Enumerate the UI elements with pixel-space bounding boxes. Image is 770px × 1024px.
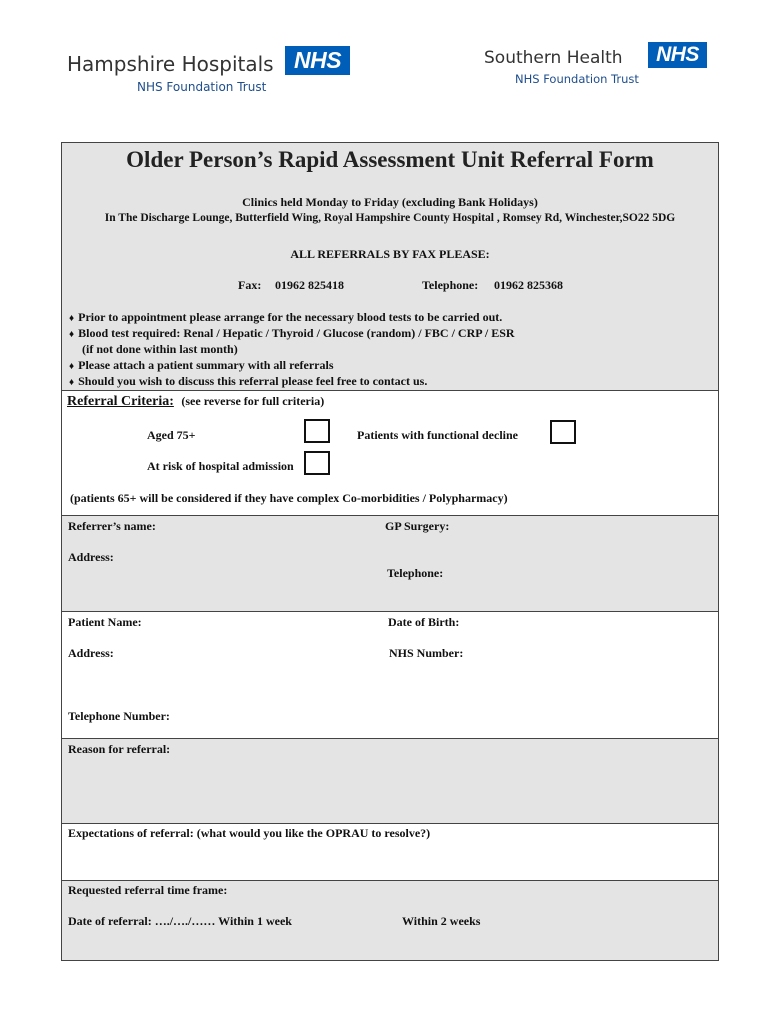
diamond-bullet-icon: ♦ [69, 329, 75, 340]
criteria-heading-label: Referral Criteria: [67, 394, 174, 409]
aged-75-checkbox[interactable] [304, 419, 330, 443]
patient-section [62, 612, 718, 738]
southern-logo-subtitle: NHS Foundation Trust [515, 72, 639, 86]
expectations-label: Expectations of referral: (what would you like the OPRAU to resolve?) [68, 826, 431, 840]
fax-number: 01962 825418 [275, 278, 344, 292]
date-of-birth-label: Date of Birth: [388, 615, 460, 629]
functional-decline-label: Patients with functional decline [357, 428, 518, 442]
fax-label: Fax: [238, 278, 262, 292]
nhs-number-label: NHS Number: [389, 646, 464, 660]
date-of-referral-label: Date of referral: …./…./…… Within 1 week [68, 914, 292, 928]
reason-label: Reason for referral: [68, 742, 171, 756]
timeframe-heading: Requested referral time frame: [68, 883, 228, 897]
referrer-section [62, 516, 718, 611]
bullet-item [69, 326, 515, 341]
diamond-bullet-icon: ♦ [69, 313, 75, 324]
bullet-item [69, 310, 502, 325]
patient-name-label: Patient Name: [68, 615, 142, 629]
clinic-days: Clinics held Monday to Friday (excluding Bank Holidays) [242, 195, 538, 209]
form-header [62, 143, 718, 390]
hampshire-logo-name: Hampshire Hospitals [67, 52, 274, 76]
fax-notice: ALL REFERRALS BY FAX PLEASE: [290, 247, 490, 261]
bullet-text: Please attach a patient summary with all referrals [78, 358, 334, 372]
bullet-item [69, 358, 334, 373]
timeframe-section [62, 881, 718, 960]
bullet-item [69, 374, 427, 389]
referral-form [61, 142, 719, 961]
gp-surgery-label: GP Surgery: [385, 519, 450, 533]
criteria-footnote: (patients 65+ will be considered if they have complex Co-morbidities / Polypharmacy) [70, 491, 508, 505]
referrer-telephone-label: Telephone: [387, 566, 444, 580]
risk-admission-label: At risk of hospital admission [147, 459, 294, 473]
bullet-continuation: (if not done within last month) [82, 342, 238, 356]
patient-telephone-label: Telephone Number: [68, 709, 170, 723]
form-title: Older Person’s Rapid Assessment Unit Referral Form [126, 147, 654, 172]
aged-75-label: Aged 75+ [147, 428, 196, 442]
clinic-location: In The Discharge Lounge, Butterfield Wing, Royal Hampshire County Hospital , Romsey Rd, Winchester,SO22 5DG [104, 212, 676, 224]
criteria-heading [67, 394, 324, 410]
hampshire-logo-subtitle: NHS Foundation Trust [137, 80, 267, 94]
southern-health-logo-name: Southern Health [484, 48, 623, 68]
reason-section [62, 739, 718, 823]
referrer-address-label: Address: [68, 550, 114, 564]
bullet-text: Should you wish to discuss this referral please feel free to contact us. [78, 374, 428, 388]
bullet-text: Blood test required: Renal / Hepatic / Thyroid / Glucose (random) / FBC / CRP / ESR [78, 326, 515, 340]
bullet-text: Prior to appointment please arrange for the necessary blood tests to be carried out. [78, 310, 503, 324]
telephone-number: 01962 825368 [494, 278, 563, 292]
criteria-note: (see reverse for full criteria) [181, 394, 325, 408]
diamond-bullet-icon: ♦ [69, 361, 75, 372]
referrer-name-label: Referrer’s name: [68, 519, 156, 533]
expectations-section [62, 824, 718, 880]
within-2-weeks-label: Within 2 weeks [402, 914, 481, 928]
patient-address-label: Address: [68, 646, 114, 660]
hampshire-nhs-badge: NHS [285, 46, 350, 75]
diamond-bullet-icon: ♦ [69, 377, 75, 388]
telephone-label: Telephone: [422, 278, 479, 292]
risk-admission-checkbox[interactable] [304, 451, 330, 475]
criteria-section [62, 391, 718, 515]
functional-decline-checkbox[interactable] [550, 420, 576, 444]
southern-nhs-badge: NHS [648, 42, 707, 68]
